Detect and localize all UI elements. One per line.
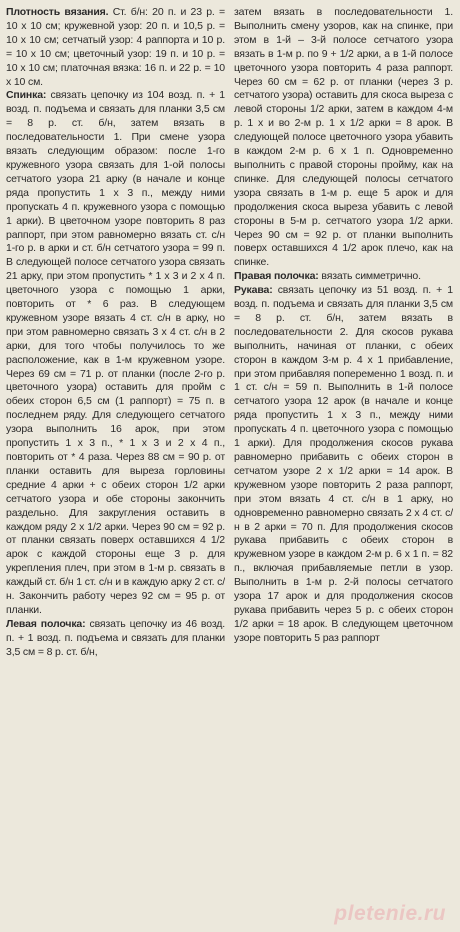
text-paragraph bbox=[6, 89, 225, 617]
section-text: Ст. б/н: 20 п. и 23 р. = 10 х 10 см; кружевной узор: 20 п. и 10,5 р. = 10 х 10 см; сетчатый узор: 4 раппорта и 10 р. = 10 х 10 см; цветочный узор: 19 п. и 10 р. = 10 х 10 см; платочная вязка: 16 п. и 22 р. = 10 х 10 см. bbox=[6, 6, 225, 88]
section-text: связать цепочку из 46 возд. п. + 1 возд. п. подъема и связать для планки 3,5 см = 8 р. ст. б/н, bbox=[6, 617, 225, 658]
section-heading: Спинка: bbox=[6, 89, 47, 102]
section-text: затем вязать в последовательности 1. Выполнить смену узоров, как на спинке, при этом в 1-й – 3-й полосе сетчатого узора вязать в 1-м р. по 9 + 1/2 арки, а в 1-й полосе цветочного узора повторить 4 раза раппорт. Через 60 см = 62 р. от планки (через 3 р. сетчатого узора) оставить для скоса выреза с левой стороны 1/2 арки, затем в каждом 4-м р. 1 х и во 2-м р. 1 х 1/2 арки = 8 арок. В следующей полосе цветочного узора убавить в каждом 2-м р. 6 х 1 п. Одновременно выполнить с правой стороны пройму, как на спинке. Для следующей полосы сетчатого узора связать в 1-м р. еще 5 арок и для продолжения скоса выреза убавить с левой стороны в 5-м р. сетчатого узора 1/2 арки. Через 90 см = 92 р. от планки выполнить поверх оставшихся 4 1/2 арок плечо, как на спинке. bbox=[234, 6, 453, 269]
section-heading: Рукава: bbox=[234, 284, 273, 297]
site-watermark: pletenie.ru bbox=[334, 902, 446, 925]
text-paragraph bbox=[6, 618, 225, 660]
left-text-column bbox=[6, 6, 225, 928]
text-paragraph bbox=[234, 270, 453, 284]
section-heading: Правая полочка: bbox=[234, 270, 319, 283]
section-text: связать цепочку из 104 возд. п. + 1 возд. п. подъема и связать для планки 3,5 см = 8 р. ст. б/н, затем вязать в последовательности 1. При смене узора вязать следующим образом: после 1-го кружевного узора связать для 1-ой полосы сетчатого узора 21 арку (в начале и конце ряда пропустить 1 х 3 п., между ними пропускать 4 п. кружевного узора с помощью 1 арки). В цветочном узоре повторить 8 раз раппорт, при этом равномерно вязать ст. с/н 1-го р. в арки и ст. б/н сетчатого узора = 99 п. В следующей полосе сетчатого узора связать 21 арку, при этом пропустить * 1 х 3 и 2 х 4 п. цветочного узора с помощью 1 арки, повторить от * 6 раз. В следующем кружевном узоре вязать 4 ст. с/н в арку, но при этом равномерно связать 3 х 4 ст. с/н в 2 арки, для того чтобы получилось то же расположение, как в 1-м кружевном узоре. Через 69 см = 71 р. от планки (после 2-го р. цветочного узора) оставить для пройм с обеих сторон 6,5 см (1 раппорт) = 75 п. в последнем ряду. Для следующего сетчатого узора выполнить 16 арок, при этом пропустить 1 х 3 п., * 1 х 3 и 2 х 4 п., повторить от * 4 раза. Через 88 см = 90 р. от планки оставить для выреза горловины средние 4 арки + с обеих сторон 1/2 арки сетчатого узора и обе стороны закончить раздельно. Для закругления оставить в каждом ряду 2 х 1/2 арки. Через 90 см = 92 р. от планки связать поверх оставшихся 4 1/2 арок с каждой стороны еще 3 р. для укрепления плеч, при этом в 1-м р. связать в каждый ст. б/н 1 ст. с/н и в каждую арку 2 ст. с/н. Закончить работу через 92 см = 95 р. от планки. bbox=[6, 89, 225, 616]
section-heading: Плотность вязания. bbox=[6, 6, 109, 18]
text-paragraph bbox=[234, 6, 453, 270]
text-paragraph bbox=[6, 6, 225, 89]
section-text: вязать симметрично. bbox=[318, 270, 421, 283]
section-text: связать цепочку из 51 возд. п. + 1 возд. п. подъема и связать для планки 3,5 см = 8 р. ст. б/н, затем вязать в последовательности 2. Для скосов рукава выполнить, начиная от планки, с обеих сторон в каждом 3-м р. 4 х 1 прибавление, при этом прибавляя попеременно 1 возд. п. и 1 ст. с/н = 59 п. Выполнить в 1-й полосе сетчатого узора 12 арок (в начале и конце ряда пропустить 1 х 3 п., между ними пропускать 4 п. цветочного узора с помощью 1 арки). Для продолжения скосов рукава равномерно прибавить с обеих сторон в сетчатом узоре 2 х 1/2 арки = 14 арок. В кружевном узоре повторить 2 раза раппорт, при этом вязать 4 ст. с/н в 1 арку, но одновременно равномерно связать 2 х 4 ст. с/н в 2 арки = 70 п. Для продолжения скосов рукава прибавить с обеих сторон в кружевном узоре в каждом 2-м р. 6 х 1 п. = 82 п., включая прибавляемые петли в узор. Выполнить в 1-м р. 2-й полосы сетчатого узора 17 арок и для продолжения скосов рукава прибавить через 5 р. с обеих сторон 1/2 арки = 18 арок. В следующем цветочном узоре повторить 5 раз раппорт bbox=[234, 284, 453, 644]
section-heading: Левая полочка: bbox=[6, 617, 86, 630]
text-paragraph bbox=[234, 284, 453, 646]
right-text-column bbox=[234, 6, 453, 928]
